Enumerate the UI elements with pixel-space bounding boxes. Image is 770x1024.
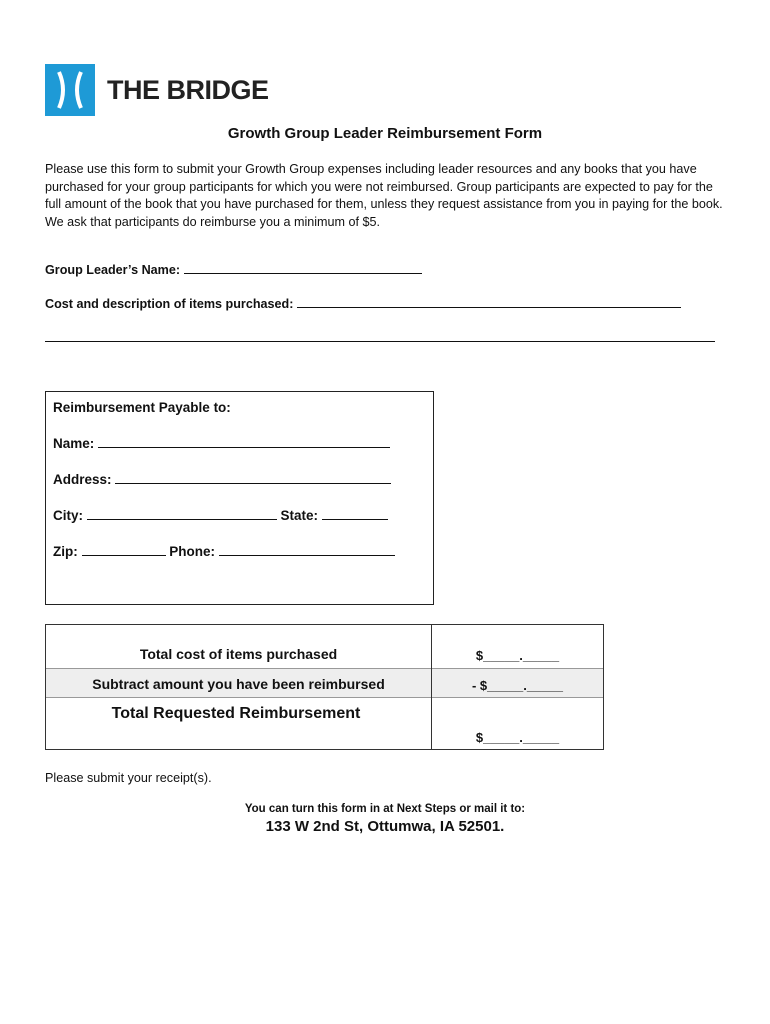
reimbursed-amount-label: Subtract amount you have been reimbursed	[92, 676, 385, 692]
payee-name-field[interactable]	[53, 436, 390, 451]
total-requested-label: Total Requested Reimbursement	[111, 705, 361, 722]
state-blank[interactable]	[322, 508, 388, 520]
state-label: State:	[280, 508, 319, 523]
mailing-address: 133 W 2nd St, Ottumwa, IA 52501.	[265, 818, 505, 835]
total-requested-amount[interactable]: $_____._____	[475, 730, 560, 745]
logo-text: THE BRIDGE	[107, 75, 269, 105]
address-field[interactable]	[53, 472, 391, 487]
payable-box	[45, 391, 434, 605]
payee-name-blank[interactable]	[98, 436, 390, 448]
cost-description-field[interactable]	[45, 296, 681, 311]
zip-phone-field[interactable]	[53, 544, 395, 559]
phone-label: Phone:	[169, 544, 216, 559]
submit-receipts-note: Please submit your receipt(s).	[45, 771, 212, 785]
total-cost-amount[interactable]: $_____._____	[475, 648, 560, 663]
zip-blank[interactable]	[82, 544, 166, 556]
intro-paragraph: Please use this form to submit your Growth Group expenses including leader resources and any books that you have purchased for your group participants for which you were not reimbursed. Group participants are expected to pay for the full amount of the book that you have purchased for them, unless they request assistance from you in paying for the book. We ask that participants do reimburse you a minimum of $5.	[45, 162, 723, 229]
leader-name-field[interactable]	[45, 262, 422, 277]
zip-label: Zip:	[53, 544, 78, 559]
payee-name-label: Name:	[53, 436, 95, 451]
cost-description-continuation-line[interactable]	[45, 341, 715, 342]
page-title: Growth Group Leader Reimbursement Form	[227, 125, 543, 142]
payable-heading: Reimbursement Payable to:	[53, 400, 231, 415]
cost-description-label: Cost and description of items purchased:	[45, 297, 294, 311]
turn-in-instructions: You can turn this form in at Next Steps or mail it to:	[244, 803, 526, 815]
city-state-field[interactable]	[53, 508, 388, 523]
totals-table	[45, 624, 604, 750]
reimbursed-amount[interactable]: - $_____._____	[471, 678, 564, 693]
cost-description-blank[interactable]	[297, 296, 681, 308]
address-label: Address:	[53, 472, 112, 487]
leader-name-blank[interactable]	[184, 262, 422, 274]
leader-name-label: Group Leader’s Name:	[45, 263, 181, 277]
address-blank[interactable]	[115, 472, 391, 484]
phone-blank[interactable]	[219, 544, 395, 556]
city-blank[interactable]	[87, 508, 277, 520]
logo	[45, 64, 269, 116]
city-label: City:	[53, 508, 83, 523]
total-cost-label: Total cost of items purchased	[139, 646, 338, 662]
bridge-mark-icon	[45, 64, 95, 116]
